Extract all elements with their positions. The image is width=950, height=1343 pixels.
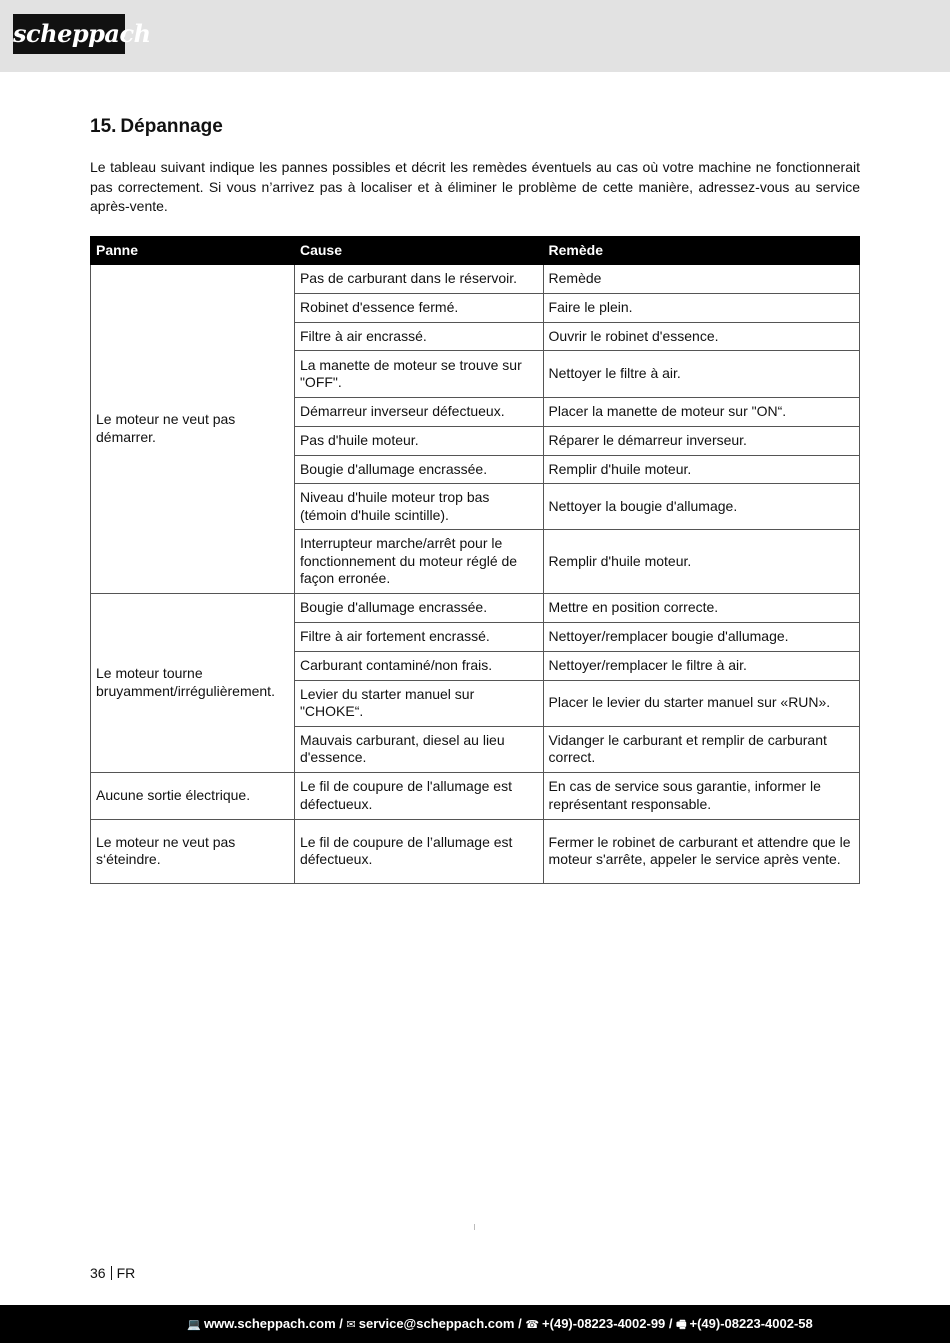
cause-cell: Le fil de coupure de l’allumage est défectueux. — [294, 819, 543, 883]
page-number — [90, 1265, 135, 1281]
mail-icon: ✉ — [346, 1319, 356, 1331]
remede-cell: Vidanger le carburant et remplir de carburant correct. — [543, 726, 859, 772]
remede-cell: Remède — [543, 264, 859, 293]
header-remede: Remède — [543, 237, 859, 265]
remede-cell: Réparer le démarreur inverseur. — [543, 426, 859, 455]
table-row — [91, 264, 860, 293]
page-number-divider — [111, 1266, 112, 1280]
remede-cell: Remplir d'huile moteur. — [543, 455, 859, 484]
remede-cell: Placer la manette de moteur sur "ON“. — [543, 398, 859, 427]
cause-cell: Filtre à air encrassé. — [294, 322, 543, 351]
cause-cell: Bougie d'allumage encrassée. — [294, 594, 543, 623]
phone-icon: ☎ — [525, 1319, 540, 1331]
panne-cell: Le moteur ne veut pas s‘éteindre. — [91, 819, 295, 883]
cause-cell: Le fil de coupure de l'allumage est défectueux. — [294, 772, 543, 819]
panne-cell: Aucune sortie électrique. — [91, 772, 295, 819]
center-mark — [474, 1224, 475, 1230]
cause-cell: Mauvais carburant, diesel au lieu d'essence. — [294, 726, 543, 772]
cause-cell: Robinet d'essence fermé. — [294, 293, 543, 322]
section-title — [90, 116, 223, 138]
footer-separator: / — [514, 1316, 526, 1331]
cause-cell: Pas de carburant dans le réservoir. — [294, 264, 543, 293]
footer-separator: / — [335, 1316, 347, 1331]
remede-cell: Nettoyer la bougie d'allumage. — [543, 484, 859, 530]
footer-email-link[interactable]: service@scheppach.com — [358, 1316, 515, 1331]
remede-cell: Mettre en position correcte. — [543, 594, 859, 623]
header-band — [0, 0, 950, 72]
footer-separator: / — [665, 1316, 677, 1331]
footer-phone: +(49)-08223-4002-99 — [542, 1316, 666, 1331]
remede-cell: Ouvrir le robinet d'essence. — [543, 322, 859, 351]
table-row — [91, 594, 860, 623]
remede-cell: Remplir d'huile moteur. — [543, 530, 859, 594]
footer-bar — [0, 1305, 950, 1343]
troubleshooting-table — [90, 236, 860, 884]
panne-cell: Le moteur ne veut pas démarrer. — [91, 264, 295, 594]
cause-cell: La manette de moteur se trouve sur "OFF". — [294, 351, 543, 398]
table-row — [91, 772, 860, 819]
cause-cell: Carburant contaminé/non frais. — [294, 651, 543, 680]
cause-cell: Niveau d'huile moteur trop bas (témoin d'huile scintille). — [294, 484, 543, 530]
table-row — [91, 819, 860, 883]
panne-cell: Le moteur tourne bruyamment/irrégulièrement. — [91, 594, 295, 773]
brand-logo: scheppach — [13, 14, 125, 54]
remede-cell: Fermer le robinet de carburant et attendre que le moteur s'arrête, appeler le service après vente. — [543, 819, 859, 883]
fax-icon: 🖷 — [676, 1319, 687, 1331]
header-cause: Cause — [294, 237, 543, 265]
remede-cell: Nettoyer/remplacer le filtre à air. — [543, 651, 859, 680]
cause-cell: Interrupteur marche/arrêt pour le fonctionnement du moteur réglé de façon erronée. — [294, 530, 543, 594]
cause-cell: Bougie d'allumage encrassée. — [294, 455, 543, 484]
remede-cell: En cas de service sous garantie, informer le représentant responsable. — [543, 772, 859, 819]
footer-fax: +(49)-08223-4002-58 — [689, 1316, 813, 1331]
section-title-text: Dépannage — [120, 116, 223, 137]
cause-cell: Démarreur inverseur défectueux. — [294, 398, 543, 427]
cause-cell: Levier du starter manuel sur "CHOKE“. — [294, 680, 543, 726]
intro-paragraph: Le tableau suivant indique les pannes possibles et décrit les remèdes éventuels au cas où votre machine ne fonctionnerait pas correctement. Si vous n’arrivez pas à localiser et à éliminer le problème de cette manière, adressez-vous au service après-vente. — [90, 159, 860, 214]
footer-website-link[interactable]: www.scheppach.com — [203, 1316, 336, 1331]
section-number: 15. — [90, 116, 117, 137]
table-header-row — [91, 237, 860, 265]
remede-cell: Placer le levier du starter manuel sur «RUN». — [543, 680, 859, 726]
page-number-value: 36 — [90, 1265, 106, 1281]
computer-icon: 💻 — [187, 1319, 201, 1331]
header-panne: Panne — [91, 237, 295, 265]
cause-cell: Filtre à air fortement encrassé. — [294, 623, 543, 652]
remede-cell: Nettoyer le filtre à air. — [543, 351, 859, 398]
cause-cell: Pas d'huile moteur. — [294, 426, 543, 455]
remede-cell: Nettoyer/remplacer bougie d'allumage. — [543, 623, 859, 652]
page-language: FR — [116, 1265, 136, 1281]
remede-cell: Faire le plein. — [543, 293, 859, 322]
